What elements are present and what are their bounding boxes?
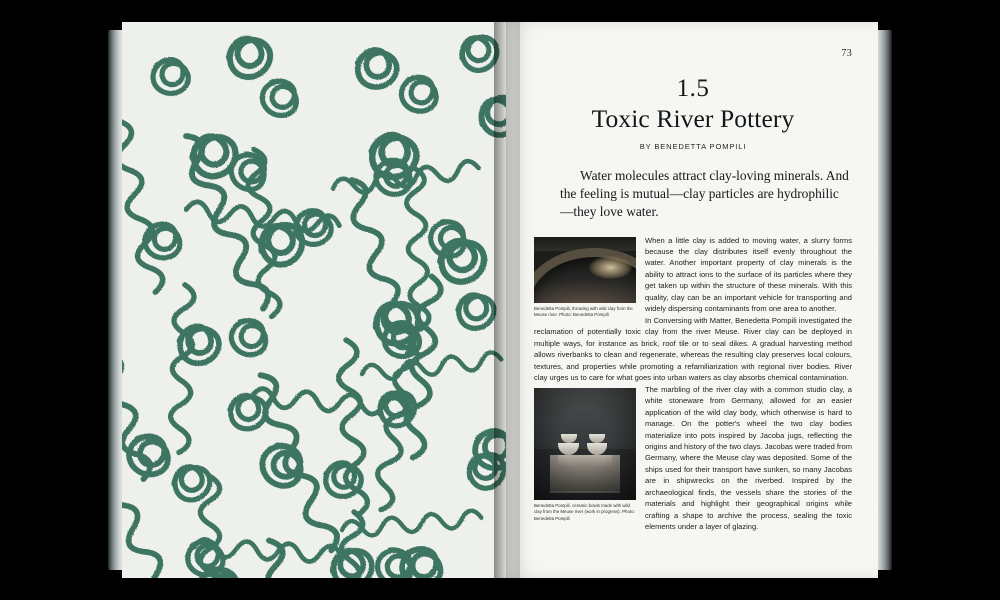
paragraph-3: The marbling of the river clay with a common studio clay, a white stoneware from Germany, allowed for an easier application of the wild clay body, which otherwise is hard to manage. On the potter's wheel the two clay bodies materialize into pots inspired by Jacoba jugs, reflecting the origins and history of the two clays. Jacobas were traded from Germany, where the Meuse clay was deposited. Some of the ships used for their transport have sunken, so many Jacobas are in shipwrecks on the riverbed. Inspired by the archaeological finds, the vessels share the stories of the materials and highlight their geographical origins while crafting a shape to archive the process, sealing the toxic elements under a layer of glazing. xyxy=(645,384,852,532)
standfirst: Water molecules attract clay-loving minerals. And the feeling is mutual—clay particles are hydrophilic—they love water. xyxy=(560,168,849,219)
paragraph-2: In Conversing with Matter, Benedetta Pompili investigated the reclamation of potentially toxic clay from the river Meuse. River clay can be deployed in multiple ways, for instance as brick, roof tile or to seal dikes. A gradual harvesting method allows riverbanks to clean and regenerate, whereas the resulting clay preserves local colours, textures, and properties while promoting a refamiliarization with regional river bodies. River clay urges us to care for what goes into urban waters as clay absorbs chemical contamination. xyxy=(534,315,852,383)
figure-caption: Benedetta Pompili, throwing with wild clay from the Meuse river. Photo: Benedetta Pompili xyxy=(534,305,633,318)
photo-throwing-wheel xyxy=(534,237,636,303)
figure-ceramic-bowls xyxy=(534,388,636,523)
book-spread xyxy=(108,22,892,578)
left-page xyxy=(122,22,506,578)
byline: BY BENEDETTA POMPILI xyxy=(639,142,747,152)
figure-throwing-wild-clay xyxy=(534,237,636,319)
green-squiggle-pattern xyxy=(122,22,506,578)
figure-image xyxy=(534,388,636,500)
figure-caption: Benedetta Pompili, ceramic bowls made with wild clay from the Meuse river (work in progress). Photo: Benedetta Pompili xyxy=(534,502,635,521)
paragraph-1: When a little clay is added to moving water, a slurry forms because the clay distributes itself evenly throughout the water. Another important property of clay minerals is the ability to attract ions to the surface of its particles where they get taken up within the structure of these minerals. With this quality, clay can be an important vehicle for transporting and widely dispersing contaminants from one area to another. xyxy=(645,235,852,314)
figure-image xyxy=(534,237,636,303)
photo-bowls-on-plinth xyxy=(534,388,636,500)
page-title: Toxic River Pottery xyxy=(591,104,795,133)
chapter-number: 1.5 xyxy=(676,75,710,102)
article-body xyxy=(534,235,852,533)
page-number: 73 xyxy=(841,48,852,59)
right-page xyxy=(506,22,878,578)
